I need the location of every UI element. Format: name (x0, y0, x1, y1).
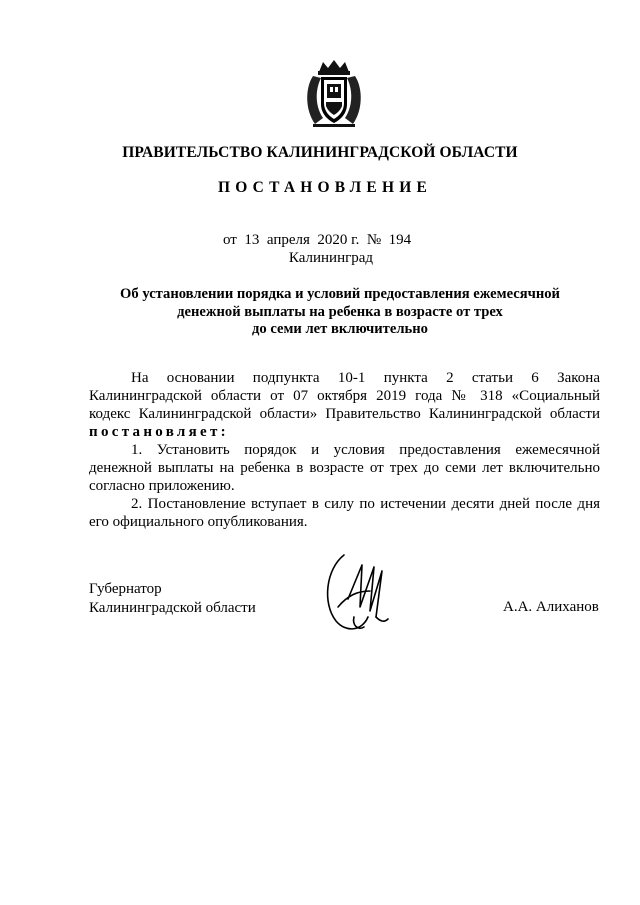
subject-line: денежной выплаты на ребенка в возрасте от трех (177, 303, 503, 320)
city: Калининград (288, 250, 374, 266)
number-sign: № (366, 232, 382, 248)
signer-name: А.А. Алиханов (503, 599, 599, 615)
preamble-line: Калининградской области от 07 октября 2019 года № 318 «Социальный (89, 388, 600, 404)
item-1-line: 1. Установить порядок и условия предоставления ежемесячной (131, 442, 600, 458)
signer-position-line: Калининградской области (89, 600, 256, 616)
date-year: 2020 г. (317, 232, 360, 248)
item-2-line: 2. Постановление вступает в силу по истечении десяти дней после дня (131, 496, 600, 512)
signer-position-line: Губернатор (89, 581, 162, 597)
preamble-line: На основании подпункта 10-1 пункта 2 статьи 6 Закона (131, 370, 600, 386)
document-date-line (223, 232, 411, 249)
date-month: апреля (266, 232, 310, 248)
preamble-line: кодекс Калининградской области» Правительство Калининградской области (89, 406, 600, 422)
signer-position (89, 580, 256, 618)
subject-line: до семи лет включительно (252, 321, 428, 337)
date-prefix: от (223, 232, 237, 248)
item-2-line: его официального опубликования. (89, 514, 308, 530)
subject-line: Об установлении порядка и условий предоставления ежемесячной (120, 286, 560, 302)
document-type: ПОСТАНОВЛЕНИЕ (217, 179, 433, 196)
government-title: ПРАВИТЕЛЬСТВО КАЛИНИНГРАДСКОЙ ОБЛАСТИ (122, 144, 518, 161)
date-day: 13 (244, 232, 260, 248)
document-number: 194 (388, 232, 412, 248)
document-subject (100, 286, 580, 339)
resolves-word: постановляет: (89, 424, 229, 440)
handwritten-signature-icon (318, 547, 400, 639)
item-1-line: денежной выплаты на ребенка в возрасте от трех до семи лет включительно (89, 460, 600, 476)
document-body (89, 369, 600, 531)
coat-of-arms-icon (303, 58, 365, 130)
item-1-line: согласно приложению. (89, 478, 235, 494)
